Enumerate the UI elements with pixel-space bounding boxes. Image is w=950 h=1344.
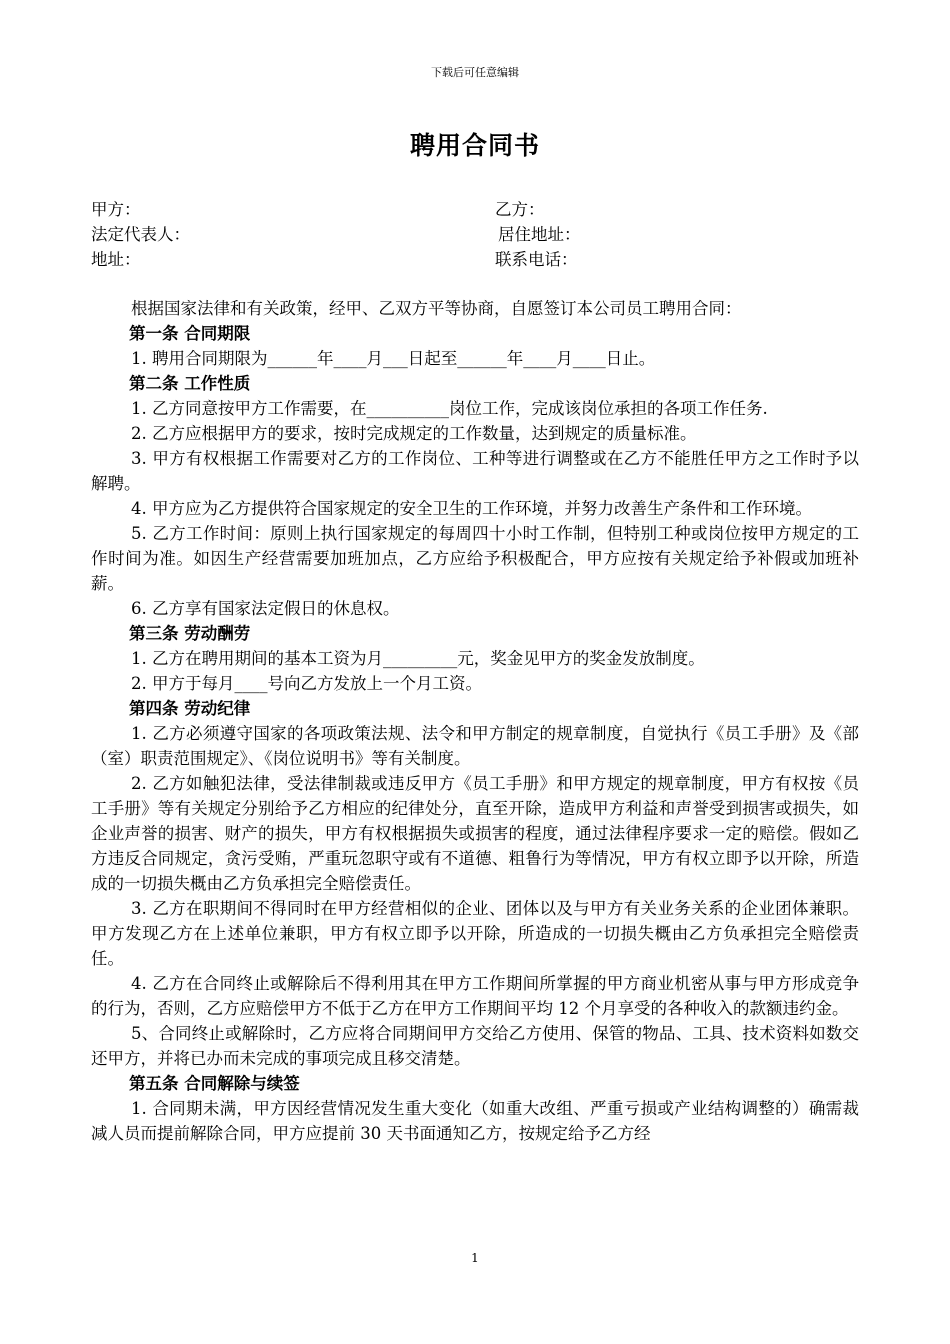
party-a-label: 甲方： [91, 200, 141, 219]
parties-block [91, 197, 871, 272]
parties-row-1 [91, 197, 871, 222]
page-header-note: 下载后可任意编辑 [431, 66, 519, 79]
residence-address-label: 居住地址： [498, 225, 581, 244]
article-1-clause-1: 1. 聘用合同期限为______年____月___日起至______年____月____日止。 [131, 349, 656, 368]
article-2-clause-3: 3. 甲方有权根据工作需要对乙方的工作岗位、工种等进行调整或在乙方不能胜任甲方之工作时予以解聘。 [91, 449, 859, 493]
parties-row-2 [91, 222, 871, 247]
article-4-clause-1: 1. 乙方必须遵守国家的各项政策法规、法令和甲方制定的规章制度，自觉执行《员工手册》及《部（室）职责范围规定》、《岗位说明书》等有关制度。 [91, 724, 859, 768]
article-2-clause-1: 1. 乙方同意按甲方工作需要，在__________岗位工作，完成该岗位承担的各项工作任务. [131, 399, 768, 418]
article-4-clause-4: 4. 乙方在合同终止或解除后不得利用其在甲方工作期间所掌握的甲方商业机密从事与甲方形成竞争的行为，否则，乙方应赔偿甲方不低于乙方在甲方工作期间平均 12 个月享受的各种收入的款额违约金。 [91, 974, 859, 1018]
article-3-heading: 第三条 劳动酬劳 [129, 624, 251, 643]
article-2-heading: 第二条 工作性质 [129, 374, 251, 393]
document-title: 聘用合同书 [409, 131, 540, 160]
article-2-clause-4: 4. 甲方应为乙方提供符合国家规定的安全卫生的工作环境，并努力改善生产条件和工作环境。 [131, 499, 812, 518]
article-2-clause-6: 6. 乙方享有国家法定假日的休息权。 [131, 599, 400, 618]
page-number: 1 [471, 1251, 479, 1265]
parties-row-3 [91, 247, 871, 272]
article-4-clause-2: 2. 乙方如触犯法律，受法律制裁或违反甲方《员工手册》和甲方规定的规章制度，甲方有权按《员工手册》等有关规定分别给予乙方相应的纪律处分，直至开除，造成甲方利益和声誉受到损害或损失，如企业声誉的损害、财产的损失，甲方有权根据损失或损害的程度，通过法律程序要求一定的赔偿。假如乙方违反合同规定，贪污受贿，严重玩忽职守或有不道德、粗鲁行为等情况，甲方有权立即予以开除，所造成的一切损失概由乙方负承担完全赔偿责任。 [91, 774, 859, 893]
legal-representative-label: 法定代表人： [91, 225, 190, 244]
party-b-label: 乙方： [495, 200, 545, 219]
phone-label: 联系电话： [495, 250, 578, 269]
article-1-heading: 第一条 合同期限 [129, 324, 251, 343]
article-2-clause-5: 5. 乙方工作时间：原则上执行国家规定的每周四十小时工作制，但特别工种或岗位按甲方规定的工作时间为准。如因生产经营需要加班加点，乙方应给予积极配合，甲方应按有关规定给予补假或加班补薪。 [91, 524, 859, 593]
article-2-clause-2: 2. 乙方应根据甲方的要求，按时完成规定的工作数量，达到规定的质量标准。 [131, 424, 697, 443]
article-4-clause-5: 5、合同终止或解除时，乙方应将合同期间甲方交给乙方使用、保管的物品、工具、技术资料如数交还甲方，并将已办而未完成的事项完成且移交清楚。 [91, 1024, 859, 1068]
article-5-clause-1: 1. 合同期未满，甲方因经营情况发生重大变化（如重大改组、严重亏损或产业结构调整的）确需裁减人员而提前解除合同，甲方应提前 30 天书面通知乙方，按规定给予乙方经 [91, 1099, 859, 1143]
address-label: 地址： [91, 250, 141, 269]
article-4-clause-3: 3. 乙方在职期间不得同时在甲方经营相似的企业、团体以及与甲方有关业务关系的企业团体兼职。甲方发现乙方在上述单位兼职，甲方有权立即予以开除，所造成的一切损失概由乙方负承担完全赔偿责任。 [91, 899, 859, 968]
article-3-clause-2: 2. 甲方于每月____号向乙方发放上一个月工资。 [131, 674, 482, 693]
article-4-heading: 第四条 劳动纪律 [129, 699, 251, 718]
article-5-heading: 第五条 合同解除与续签 [129, 1074, 300, 1093]
contract-body [91, 296, 859, 1146]
intro-paragraph: 根据国家法律和有关政策，经甲、乙双方平等协商，自愿签订本公司员工聘用合同： [131, 299, 742, 318]
article-3-clause-1: 1. 乙方在聘用期间的基本工资为月_________元，奖金见甲方的奖金发放制度。 [131, 649, 705, 668]
